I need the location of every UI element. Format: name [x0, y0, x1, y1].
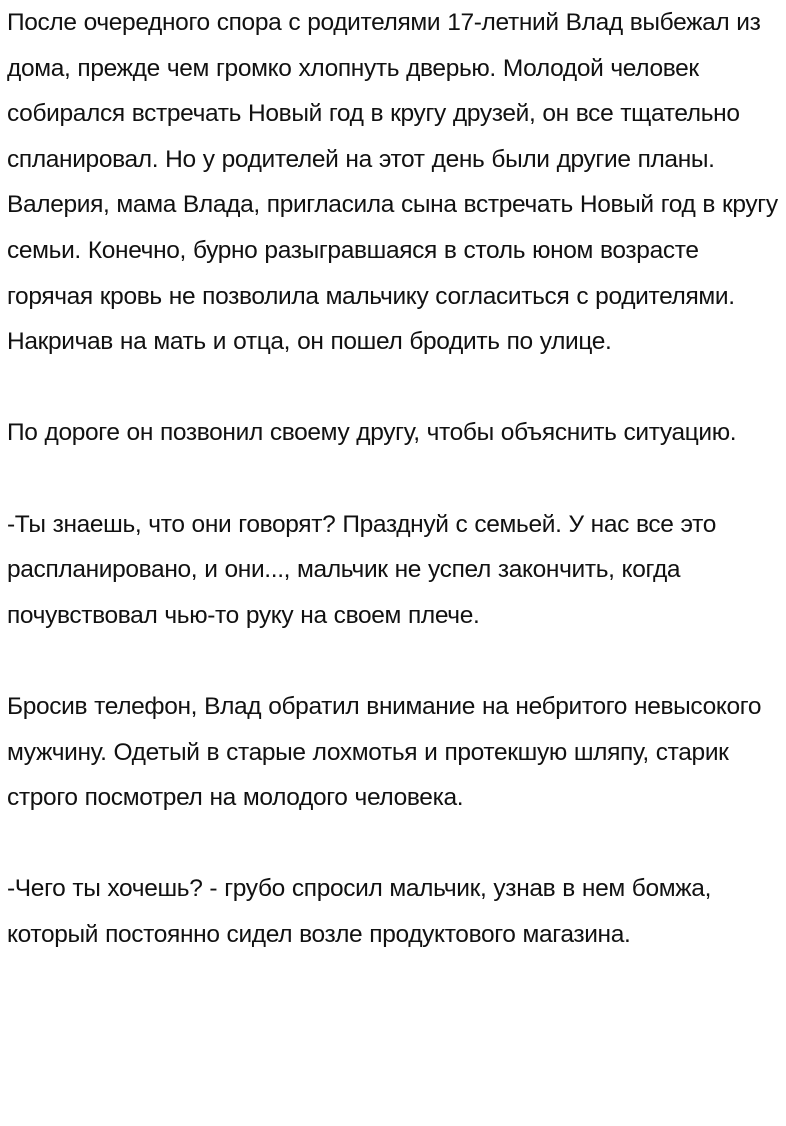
paragraph-4: Бросив телефон, Влад обратил внимание на небритого невысокого мужчину. Одетый в старые лохмотья и протекшую шляпу, старик строго посмотрел на молодого человека.: [7, 692, 762, 812]
article-body: [7, 0, 782, 957]
paragraph-1: После очередного спора с родителями 17-летний Влад выбежал из дома, прежде чем громко хлопнуть дверью. Молодой человек собирался встречать Новый год в кругу друзей, он все тщательно спланировал. Но у родителей на этот день были другие планы. Валерия, мама Влада, пригласила сына встречать Новый год в кругу семьи. Конечно, бурно разыгравшаяся в столь юном возрасте горячая кровь не позволила мальчику согласиться с родителями. Накричав на мать и отца, он пошел бродить по улице.: [7, 9, 778, 356]
paragraph-5: -Чего ты хочешь? - грубо спросил мальчик, узнав в нем бомжа, который постоянно сидел возле продуктового магазина.: [7, 875, 712, 948]
paragraph-2: По дороге он позвонил своему другу, чтобы объяснить ситуацию.: [7, 419, 737, 447]
paragraph-3: -Ты знаешь, что они говорят? Празднуй с семьей. У нас все это распланировано, и они..., мальчик не успел закончить, когда почувствовал чью-то руку на своем плече.: [7, 510, 716, 629]
